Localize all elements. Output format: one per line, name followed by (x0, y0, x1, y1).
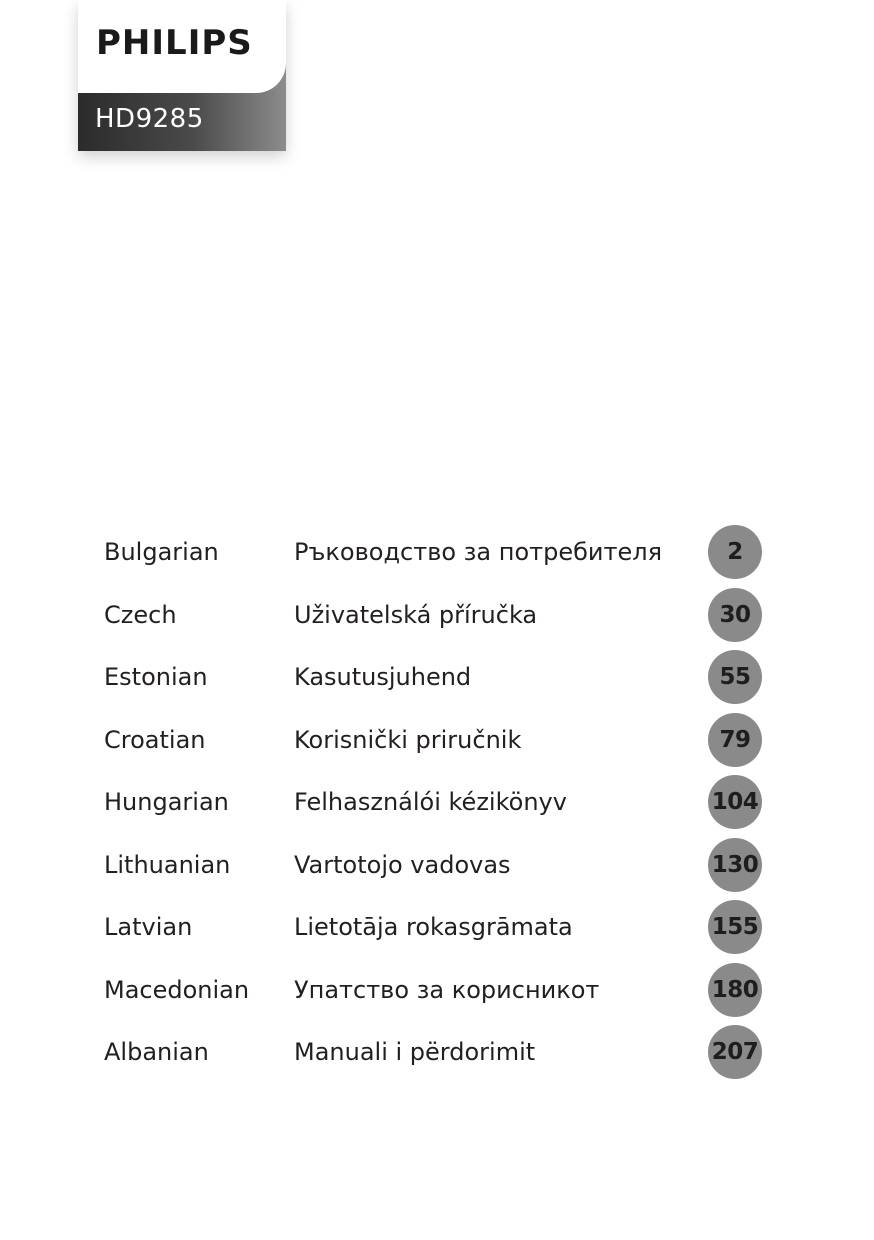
philips-logo: PHILIPS (96, 23, 253, 63)
toc-row (0, 521, 874, 584)
toc-language: Macedonian (104, 975, 250, 1004)
toc-page-badge: 130 (708, 838, 762, 892)
table-of-contents (0, 521, 874, 1084)
toc-page-badge: 79 (708, 713, 762, 767)
toc-language: Latvian (104, 913, 193, 942)
toc-title: Manuali i përdorimit (294, 1038, 536, 1067)
toc-language: Lithuanian (104, 850, 231, 879)
toc-page-badge: 180 (708, 963, 762, 1017)
toc-title: Kasutusjuhend (294, 663, 472, 692)
toc-title: Ръководство за потребителя (294, 538, 663, 567)
toc-page-badge: 30 (708, 588, 762, 642)
toc-title: Упатство за корисникот (294, 975, 600, 1004)
brand-logo-panel (78, 0, 286, 93)
toc-row (0, 1021, 874, 1084)
toc-language: Bulgarian (104, 538, 219, 567)
toc-row (0, 896, 874, 959)
toc-language: Croatian (104, 725, 206, 754)
toc-row (0, 584, 874, 647)
toc-page-badge: 155 (708, 900, 762, 954)
model-number: HD9285 (95, 104, 204, 134)
toc-language: Albanian (104, 1038, 209, 1067)
toc-title: Felhasználói kézikönyv (294, 788, 567, 817)
toc-title: Vartotojo vadovas (294, 850, 511, 879)
toc-row (0, 834, 874, 897)
toc-language: Czech (104, 600, 177, 629)
toc-row (0, 709, 874, 772)
toc-row (0, 771, 874, 834)
toc-page-badge: 104 (708, 775, 762, 829)
toc-row (0, 959, 874, 1022)
toc-page-badge: 207 (708, 1025, 762, 1079)
toc-page-badge: 55 (708, 650, 762, 704)
toc-language: Estonian (104, 663, 208, 692)
toc-page-badge: 2 (708, 525, 762, 579)
toc-title: Lietotāja rokasgrāmata (294, 913, 573, 942)
toc-title: Korisnički priručnik (294, 725, 522, 754)
toc-title: Uživatelská příručka (294, 600, 538, 629)
brand-tab (78, 0, 286, 151)
toc-row (0, 646, 874, 709)
toc-language: Hungarian (104, 788, 229, 817)
